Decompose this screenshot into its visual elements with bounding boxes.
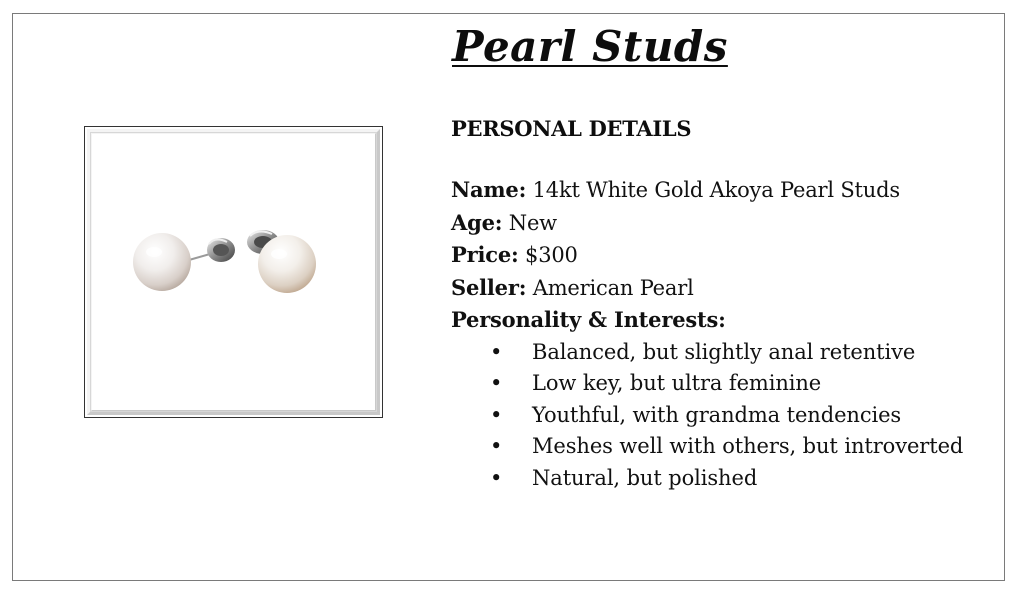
detail-row-price xyxy=(451,239,996,272)
detail-row-seller xyxy=(451,272,996,305)
list-item: • Natural, but polished xyxy=(451,463,996,495)
name-value: 14kt White Gold Akoya Pearl Studs xyxy=(532,178,900,202)
seller-value: American Pearl xyxy=(532,275,694,300)
seller-label: Seller: xyxy=(451,274,527,300)
age-value: New xyxy=(508,210,557,235)
price-value: $300 xyxy=(525,243,578,267)
interests-label: Personality & Interests: xyxy=(451,307,726,332)
earring-back-left xyxy=(207,238,235,262)
list-item: • Balanced, but slightly anal retentive xyxy=(451,337,996,369)
details-block xyxy=(451,174,996,494)
list-item: • Youthful, with grandma tendencies xyxy=(451,400,996,432)
age-label: Age: xyxy=(451,209,503,235)
section-heading: PERSONAL DETAILS xyxy=(451,116,692,141)
page-title: Pearl Studs xyxy=(452,22,728,71)
pearl-right xyxy=(258,235,316,293)
bullet-icon: • xyxy=(490,434,503,458)
pearl-studs-image xyxy=(109,222,339,324)
list-item: • Low key, but ultra feminine xyxy=(451,368,996,400)
bullet-icon: • xyxy=(490,371,503,395)
interests-list xyxy=(451,337,996,495)
bullet-icon: • xyxy=(490,339,503,364)
detail-row-interests xyxy=(451,304,996,337)
detail-row-age xyxy=(451,207,996,240)
price-label: Price: xyxy=(451,242,519,267)
bullet-icon: • xyxy=(490,402,503,427)
list-item: • Meshes well with others, but introverted xyxy=(451,431,996,463)
pearl-left xyxy=(133,233,191,291)
bullet-icon: • xyxy=(490,465,503,490)
detail-row-name xyxy=(451,174,996,207)
name-label: Name: xyxy=(451,177,527,202)
